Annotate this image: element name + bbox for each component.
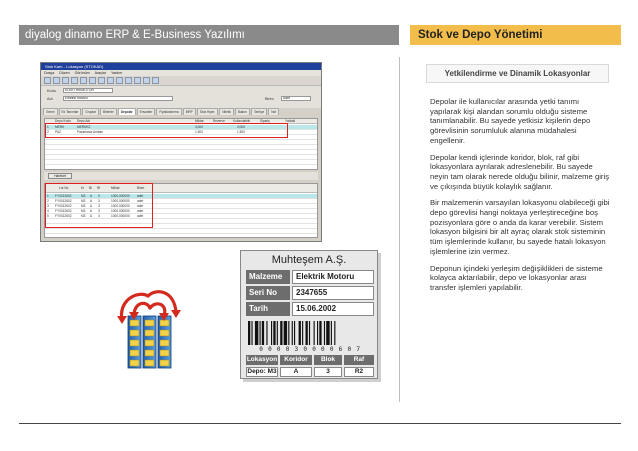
corridor-value: A (280, 367, 312, 377)
footer-divider (19, 423, 621, 424)
shelf-header: Raf (344, 355, 374, 365)
corridor-header: Koridor (280, 355, 312, 365)
unit-label: Birim (265, 97, 274, 101)
block-header: Blok (314, 355, 342, 365)
block: A (90, 194, 93, 198)
quantity: 1000,000000 (111, 204, 130, 208)
row-number: 4 (47, 209, 49, 213)
menu-item[interactable]: Düzen (59, 71, 70, 75)
name-label: Adı (47, 97, 53, 101)
app-header-title: diyalog dinamo ERP & E-Business Yazılımı (19, 25, 399, 45)
barcode-bar (280, 321, 282, 345)
tab-birimler[interactable]: Birimler (100, 108, 117, 115)
table-row[interactable] (45, 140, 317, 145)
warehouse-name: MERKEZ (77, 125, 91, 129)
label-row (246, 286, 374, 300)
location-value-row (246, 367, 374, 377)
location-header-row (246, 355, 374, 365)
barcode-bar (277, 321, 278, 345)
quantity: 1000,000000 (111, 214, 130, 218)
shelf: 3 (98, 214, 100, 218)
field-value: 2347655 (292, 286, 374, 300)
lot-number: FY0012602 (55, 214, 72, 218)
barcode-bar (317, 321, 318, 345)
tab-strip (41, 108, 321, 115)
tab-ek-tanimlar[interactable]: Ek Tanımlar (59, 108, 82, 115)
name-field[interactable]: Elektrik Motoru (63, 96, 173, 101)
location-header: Lokasyon (246, 356, 278, 363)
unit: adet (137, 209, 144, 213)
section-header-title: Stok ve Depo Yönetimi (410, 25, 621, 45)
column-header[interactable]: Kr (81, 186, 85, 190)
barcode-bar (251, 321, 252, 345)
tab-depolar[interactable]: Depolar (118, 108, 136, 115)
first-record-icon[interactable] (98, 77, 105, 84)
lot-number: FY0012602 (55, 209, 72, 213)
available: 3,000 (237, 125, 245, 129)
barcode-digits: 0 0 0 0 3 0 0 0 0 6 0 7 (259, 346, 361, 353)
tab-nitelik[interactable]: Nitelik (219, 108, 234, 115)
field-label: Malzeme (246, 270, 290, 284)
field-value: 15.06.2002 (292, 302, 374, 316)
info-paragraph: Depolar kendi içlerinde koridor, blok, raf gibi lokasyonlara ayrılarak adreslenebilir. Bu sayede neyin tam olarak nerede olduğu bilinir, malzeme giriş ve çıkışında büyük kolaylık sağlanır. (430, 152, 610, 191)
table-row[interactable] (45, 145, 317, 150)
column-header[interactable]: Sipariş (260, 119, 270, 123)
column-header[interactable]: Kullanılabilir (233, 119, 251, 123)
shelf-columns (128, 316, 171, 368)
barcode-bar (302, 321, 303, 345)
quantity: 1000,000000 (111, 209, 130, 213)
barcode-bar (271, 321, 272, 345)
barcode-bar (326, 321, 329, 345)
tab-not[interactable]: Not (268, 108, 279, 115)
label-row (246, 302, 374, 316)
barcode-bar (260, 321, 261, 345)
row-number: 1 (47, 194, 49, 198)
menu-item[interactable]: Araçlar (94, 71, 106, 75)
lot-number: FY0012602 (55, 194, 72, 198)
corridor: M3 (81, 204, 86, 208)
help-icon[interactable] (143, 77, 150, 84)
save-icon[interactable] (62, 77, 69, 84)
field-value: Elektrik Motoru (292, 270, 374, 284)
barcode-bar (266, 321, 267, 345)
info-paragraph: Deponun içindeki yerleşim değişiklikleri de sisteme kolayca aktarılabilir, depo ve lokasyonlar arası transfer işlemleri yapılabilir. (430, 263, 603, 292)
unit: adet (137, 194, 144, 198)
barcode-bar (284, 321, 287, 345)
warehouse-name: Pazarlama Ambarı (77, 130, 104, 134)
highlight-frame (45, 123, 288, 138)
barcode-bar (262, 321, 264, 345)
delete-icon[interactable] (71, 77, 78, 84)
quantity: 1,500 (195, 130, 203, 134)
last-record-icon[interactable] (125, 77, 132, 84)
corridor: M3 (81, 199, 86, 203)
code-label: Kodu (47, 89, 56, 93)
menu-item[interactable]: Dosya (44, 71, 55, 75)
refresh-icon[interactable] (134, 77, 141, 84)
lot-number: FY0012602 (55, 199, 72, 203)
shelf-value: R2 (344, 367, 374, 377)
table-row[interactable] (45, 155, 317, 160)
row-number: 5 (47, 214, 49, 218)
tab-gruplar[interactable]: Gruplar (82, 108, 99, 115)
warehouse-code: MERK (55, 125, 65, 129)
barcode-bar (314, 321, 315, 345)
next-record-icon[interactable] (116, 77, 123, 84)
corridor: M3 (81, 214, 86, 218)
highlight-frame (45, 183, 153, 228)
tab-fiyatlandirma[interactable]: Fiyatlandırma (156, 108, 181, 115)
column-header[interactable]: Rf (97, 186, 101, 190)
barcode-bar (292, 321, 293, 345)
grid-button-bar (44, 172, 318, 180)
shelf: 3 (98, 199, 100, 203)
row-number: 3 (47, 204, 49, 208)
block: A (90, 209, 93, 213)
block: A (90, 199, 93, 203)
previous-record-icon[interactable] (107, 77, 114, 84)
column-divider (399, 57, 400, 402)
info-paragraph: Depolar ile kullanıcılar arasında yetki tanımı yapılarak kişi alandan sorumlu olduğu sisteme tanımlanabilir. Bu sayede yetkisiz kişilerin depo görevlisinin sorumluluk alanına müdahalesi engellenir. (430, 97, 591, 145)
unit: adet (137, 214, 144, 218)
barcode-bar (306, 321, 308, 345)
barcode-bar (331, 321, 332, 345)
print-icon[interactable] (80, 77, 87, 84)
barcode-image (246, 321, 374, 345)
table-row[interactable] (45, 229, 317, 234)
quantity: 1000,000000 (111, 199, 130, 203)
column-header[interactable]: Depo Adı (77, 119, 91, 123)
company-name: Muhteşem A.Ş. (271, 254, 347, 266)
barcode-bar (299, 321, 301, 345)
unit: adet (137, 199, 144, 203)
warehouse-icon (108, 282, 198, 372)
block-value: 3 (314, 367, 342, 377)
shelf: 3 (98, 204, 100, 208)
info-paragraph: Bir malzemenin varsayılan lokasyonu olabileceği gibi depo görevlisi hangi noktaya yerleştireceğine boş pozisyonlara göre o anda da karar verebilir. Sistem lokasyon bilgisini bir alt ayraç olarak stok sisteminin tüm işlemlerinde kullanır, bu sayede hatalı lokasyon işlemlerine izin vermez. (430, 198, 610, 256)
movement-button[interactable]: Hareket (48, 173, 72, 179)
unit-select[interactable]: Adet (281, 96, 311, 101)
table-row[interactable] (45, 150, 317, 155)
search-icon[interactable] (89, 77, 96, 84)
block: A (90, 204, 93, 208)
quantity: 3,000 (195, 125, 203, 129)
table-row[interactable] (45, 160, 317, 165)
tab-envanter[interactable]: Envanter (137, 108, 156, 115)
barcode-bar (273, 321, 275, 345)
tab-tarihce[interactable]: Tarihçe (251, 108, 267, 115)
row-number: 1 (47, 125, 49, 129)
barcode-bar (288, 321, 289, 345)
available: 1,500 (237, 130, 245, 134)
barcode-bar (309, 321, 310, 345)
shelf: 3 (98, 209, 100, 213)
column-header[interactable]: Birim (137, 186, 145, 190)
erp-window (40, 62, 322, 242)
barcode-bar (324, 321, 325, 345)
code-field[interactable]: ELEKTRİKMOTOR (63, 88, 113, 93)
field-label: Tarih (246, 302, 290, 316)
lot-number: FY0012602 (55, 204, 72, 208)
tab-genel[interactable]: Genel (43, 108, 58, 115)
corridor: M3 (81, 209, 86, 213)
exit-icon[interactable] (152, 77, 159, 84)
column-header[interactable]: Yoldaki (285, 119, 296, 123)
shelf: 3 (98, 194, 100, 198)
barcode-bar (319, 321, 321, 345)
barcode-bar (294, 321, 295, 345)
location-value: Depo: M3 (247, 368, 277, 375)
barcode-bar (248, 321, 250, 345)
column-header[interactable]: Lot No (59, 186, 69, 190)
barcode-label-card (240, 250, 378, 379)
warehouse-code: PAZ (55, 130, 61, 134)
new-icon[interactable] (44, 77, 51, 84)
info-text (430, 97, 610, 300)
column-header[interactable]: Bl (89, 186, 92, 190)
toolbar (41, 76, 321, 86)
quantity: 1000,000000 (111, 194, 130, 198)
window-title-bar: Stok Kartı - Lokasyon (STOKAD) (41, 63, 321, 70)
column-header[interactable]: Miktar (111, 186, 120, 190)
field-label: Seri No (246, 286, 290, 300)
row-number: 2 (47, 130, 49, 134)
column-header[interactable]: Rezerve (213, 119, 225, 123)
column-header[interactable]: Depo Kodu (55, 119, 71, 123)
menu-item[interactable]: Görünüm (74, 71, 90, 75)
tab-bakim[interactable]: Bakım (235, 108, 250, 115)
tab-mrp[interactable]: MRP (183, 108, 196, 115)
corridor: M3 (81, 194, 86, 198)
barcode-bar (334, 321, 335, 345)
open-icon[interactable] (53, 77, 60, 84)
header-form (41, 86, 321, 108)
label-row (246, 270, 374, 284)
column-header[interactable]: Miktar (195, 119, 204, 123)
barcode-bar (255, 321, 258, 345)
tab-stok-hiyerarsi[interactable]: Stok Hiyer. (197, 108, 218, 115)
unit: adet (137, 204, 144, 208)
info-box-title: Yetkilendirme ve Dinamik Lokasyonlar (426, 64, 609, 83)
row-number: 2 (47, 199, 49, 203)
menu-item[interactable]: Yardım (110, 71, 123, 75)
block: A (90, 214, 93, 218)
